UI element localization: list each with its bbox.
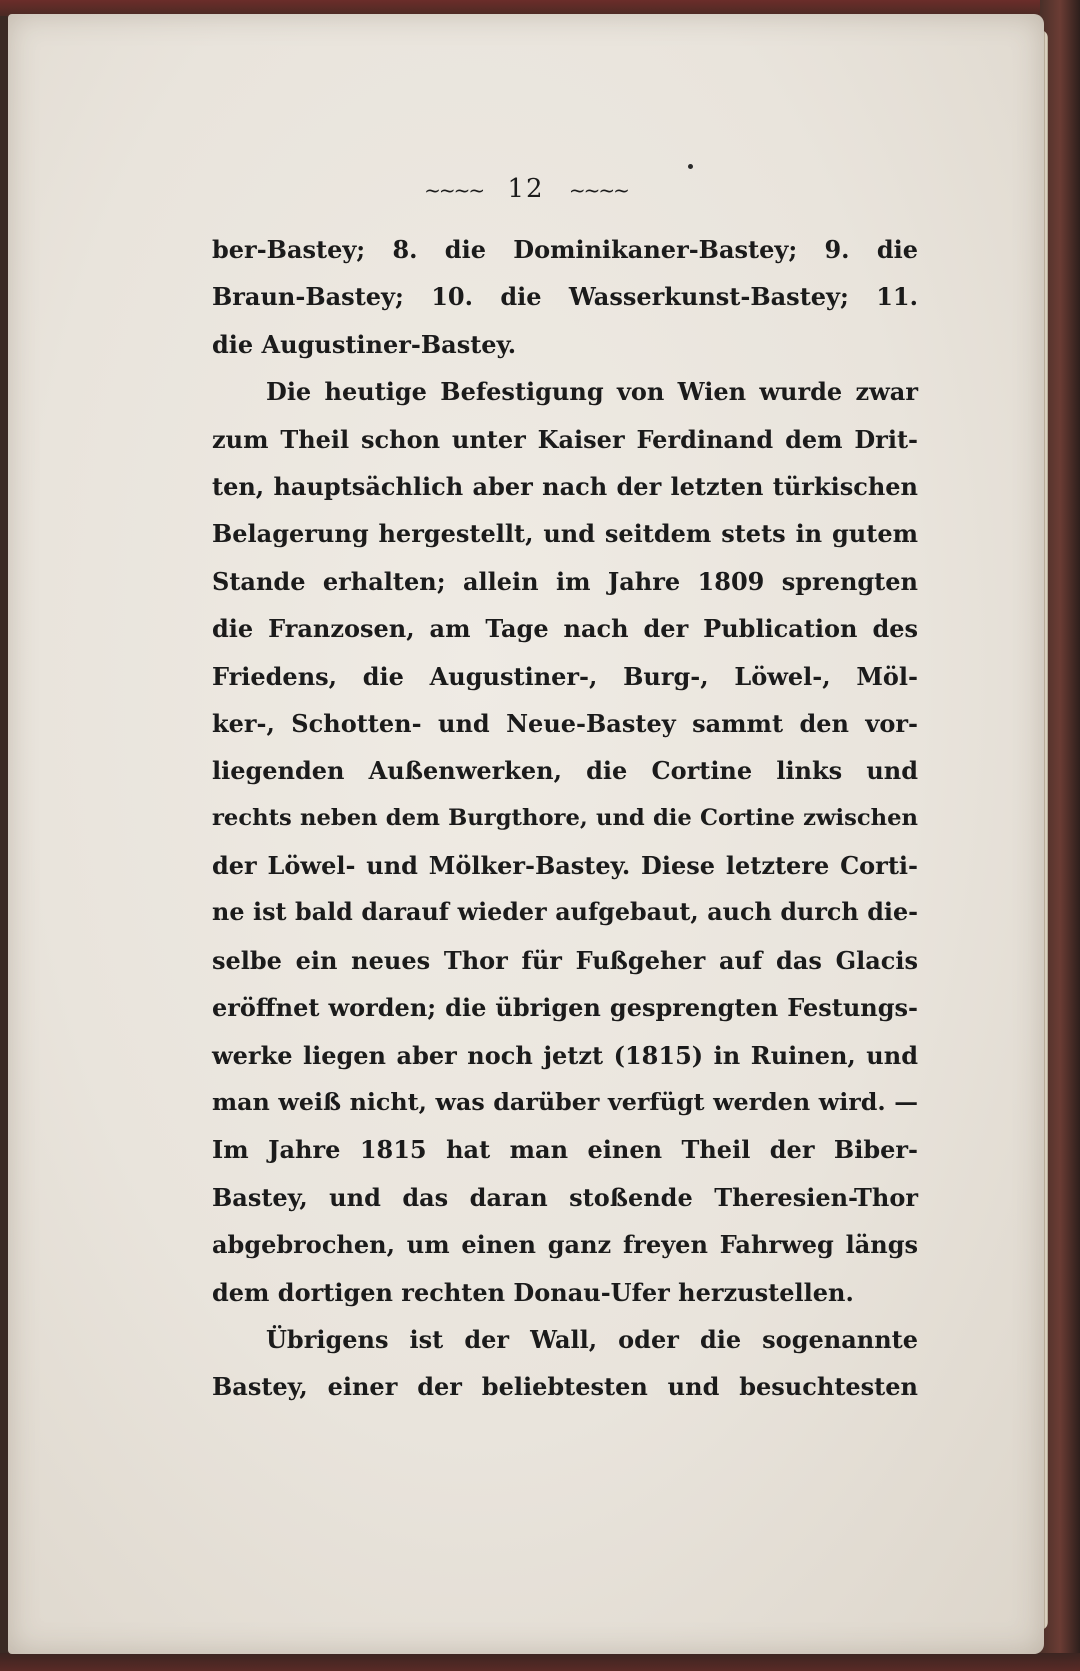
- text-line: Im Jahre 1815 hat man einen Theil der Biber-: [212, 1135, 918, 1165]
- text-line: Bastey, einer der beliebtesten und besuchtesten: [212, 1372, 918, 1402]
- text-line: Friedens, die Augustiner-, Burg-, Löwel-, Möl-: [212, 661, 918, 691]
- text-line: selbe ein neues Thor für Fußgeher auf das Glacis: [212, 945, 918, 975]
- text-line: Braun-Bastey; 10. die Wasserkunst-Bastey; 11.: [212, 282, 918, 312]
- text-line: eröffnet worden; die übrigen gesprengten Festungs-: [212, 993, 918, 1023]
- header-ornament-right: ~~~~: [568, 178, 628, 202]
- text-line: Bastey, und das daran stoßende Theresien-Thor: [212, 1182, 918, 1212]
- page-header: [8, 174, 1044, 204]
- binding-bottom-edge: [0, 1653, 1080, 1671]
- text-line: ker-, Schotten- und Neue-Bastey sammt den vor-: [212, 708, 918, 738]
- text-line: rechts neben dem Burgthore, und die Cortine zwischen: [212, 804, 918, 831]
- ink-speck: [688, 164, 693, 169]
- text-line: ten, hauptsächlich aber nach der letzten türkischen: [212, 471, 918, 501]
- text-line: zum Theil schon unter Kaiser Ferdinand dem Drit-: [212, 424, 918, 454]
- text-line: abgebrochen, um einen ganz freyen Fahrweg längs: [212, 1230, 918, 1260]
- text-line: ne ist bald darauf wieder aufgebaut, auch durch die-: [212, 898, 918, 927]
- book-page: [8, 14, 1044, 1654]
- text-line: Die heutige Befestigung von Wien wurde zwar: [266, 377, 918, 407]
- text-line: Belagerung hergestellt, und seitdem stets in gutem: [212, 519, 918, 549]
- text-line: die Augustiner-Bastey.: [212, 329, 517, 359]
- text-line: der Löwel- und Mölker-Bastey. Diese letztere Corti-: [212, 851, 918, 881]
- text-line: man weiß nicht, was darüber verfügt werden wird. —: [212, 1088, 918, 1117]
- header-ornament-left: ~~~~: [424, 178, 484, 202]
- text-line: liegenden Außenwerken, die Cortine links und: [212, 756, 918, 786]
- text-line: werke liegen aber noch jetzt (1815) in Ruinen, und: [212, 1040, 918, 1070]
- text-line: Stande erhalten; allein im Jahre 1809 sprengten: [212, 566, 918, 596]
- text-line: die Franzosen, am Tage nach der Publication des: [212, 614, 918, 644]
- page-number: 12: [507, 174, 545, 204]
- body-text: [212, 226, 918, 1411]
- text-line: Übrigens ist der Wall, oder die sogenannte: [266, 1324, 918, 1354]
- text-line: dem dortigen rechten Donau-Ufer herzustellen.: [212, 1277, 854, 1307]
- text-line: ber-Bastey; 8. die Dominikaner-Bastey; 9. die: [212, 235, 918, 264]
